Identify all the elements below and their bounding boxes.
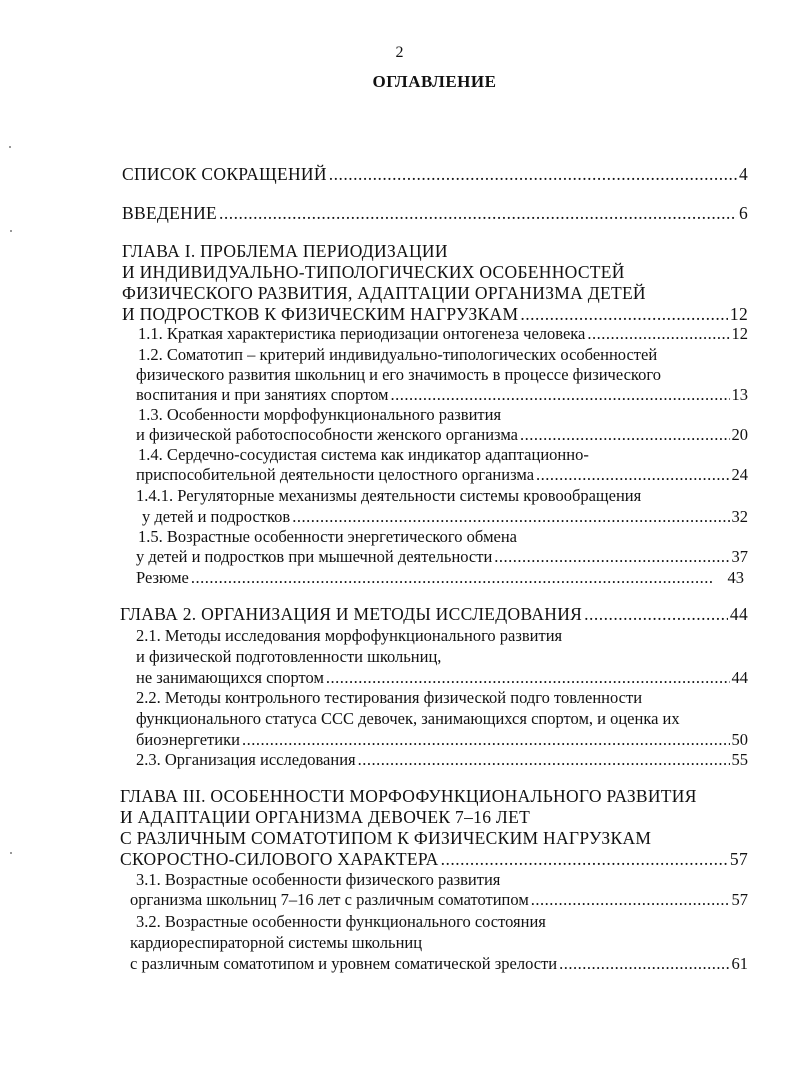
toc-page-number: 44 — [729, 604, 748, 624]
dot-leader — [329, 163, 737, 185]
dot-leader — [292, 506, 729, 528]
page-title: ОГЛАВЛЕНИЕ — [372, 72, 497, 91]
chapter-heading: ГЛАВА III. ОСОБЕННОСТИ МОРФОФУНКЦИОНАЛЬНОГО РАЗВИТИЯ — [120, 786, 697, 806]
toc-page-number: 13 — [731, 385, 748, 404]
chapter-heading: ГЛАВА 2. ОРГАНИЗАЦИЯ И МЕТОДЫ ИССЛЕДОВАНИЯ — [120, 604, 583, 624]
dot-leader — [358, 749, 730, 771]
toc-entry-text: 3.2. Возрастные особенности функционального состояния — [136, 912, 546, 931]
toc-entry-text: 1.3. Особенности морфофункционального развития — [138, 405, 502, 424]
toc-page-number: 44 — [731, 668, 748, 687]
toc-entry-1-4-1[interactable] — [142, 506, 748, 528]
toc-page-number: 55 — [731, 750, 748, 769]
toc-page-number: 50 — [731, 730, 748, 749]
toc-entry-text: 3.1. Возрастные особенности физического развития — [136, 870, 501, 889]
toc-entry-title: организма школьниц 7–16 лет с различным соматотипом — [130, 890, 529, 909]
dot-leader — [326, 667, 730, 689]
page-number: 2 — [395, 44, 404, 61]
toc-entry-text: 1.5. Возрастные особенности энергетического обмена — [138, 527, 517, 546]
toc-entry-title: 1.1. Краткая характеристика периодизации онтогенеза человека — [138, 324, 586, 343]
toc-entry-3-1[interactable] — [130, 889, 748, 911]
toc-entry-title: воспитания и при занятиях спортом — [136, 385, 389, 404]
toc-page-number: 24 — [731, 465, 748, 484]
chapter-heading: С РАЗЛИЧНЫМ СОМАТОТИПОМ К ФИЗИЧЕСКИМ НАГРУЗКАМ — [120, 828, 652, 848]
toc-entry-abbreviations[interactable] — [122, 163, 748, 185]
dot-leader — [531, 889, 730, 911]
toc-entry-title: 2.3. Организация исследования — [136, 750, 356, 769]
toc-entry-title: Резюме — [136, 568, 189, 587]
toc-page-number: 57 — [731, 890, 748, 909]
dot-leader — [441, 848, 728, 870]
toc-entry-1-5[interactable] — [136, 546, 748, 568]
toc-entry-3-2[interactable] — [130, 953, 748, 975]
toc-page-number: 4 — [738, 164, 748, 184]
toc-entry-2-2[interactable] — [136, 729, 748, 751]
toc-entry-title: биоэнергетики — [136, 730, 240, 749]
toc-entry-text: и физической подготовленности школьниц, — [136, 647, 442, 666]
dot-leader — [242, 729, 730, 751]
toc-page-number: 12 — [729, 304, 748, 324]
toc-entry-title: СПИСОК СОКРАЩЕНИЙ — [122, 164, 327, 184]
toc-entry-title: у детей и подростков при мышечной деятельности — [136, 547, 493, 566]
toc-page-number: 20 — [731, 425, 748, 444]
toc-entry-text: 1.4.1. Регуляторные механизмы деятельности системы кровообращения — [136, 486, 642, 505]
dot-leader — [391, 384, 730, 406]
toc-entry-2-3[interactable] — [136, 749, 748, 771]
toc-entry-title: у детей и подростков — [142, 507, 291, 526]
toc-page-number: 61 — [731, 954, 748, 973]
dot-leader — [559, 953, 729, 975]
chapter-heading: И ПОДРОСТКОВ К ФИЗИЧЕСКИМ НАГРУЗКАМ — [122, 304, 519, 324]
dot-leader — [520, 303, 728, 325]
toc-entry-1-4[interactable] — [136, 464, 748, 486]
chapter-heading: СКОРОСТНО-СИЛОВОГО ХАРАКТЕРА — [120, 849, 439, 869]
toc-entry-title: ВВЕДЕНИЕ — [122, 203, 218, 223]
dot-leader — [520, 424, 730, 446]
toc-entry-title: не занимающихся спортом — [136, 668, 324, 687]
chapter-heading: И АДАПТАЦИИ ОРГАНИЗМА ДЕВОЧЕК 7–16 ЛЕТ — [120, 807, 531, 827]
toc-entry-chapter3[interactable] — [120, 848, 748, 870]
toc-entry-chapter2[interactable] — [120, 603, 748, 625]
dot-leader — [587, 323, 729, 345]
toc-page-number: 57 — [729, 849, 748, 869]
toc-entry-1-2[interactable] — [136, 384, 748, 406]
toc-entry-chapter1[interactable] — [122, 303, 748, 325]
chapter-heading: ГЛАВА I. ПРОБЛЕМА ПЕРИОДИЗАЦИИ — [122, 241, 448, 261]
toc-page-number: 43 — [727, 568, 744, 587]
toc-entry-text: 1.2. Соматотип – критерий индивидуально-типологических особенностей — [138, 345, 658, 364]
toc-entry-text: кардиореспираторной системы школьниц — [130, 933, 423, 952]
toc-entry-summary[interactable] — [136, 567, 744, 589]
dot-leader — [494, 546, 729, 568]
dot-leader — [536, 464, 729, 486]
toc-entry-text: 2.2. Методы контрольного тестирования физической подго товленности — [136, 688, 643, 707]
toc-entry-2-1[interactable] — [136, 667, 748, 689]
scan-speck — [10, 230, 12, 232]
toc-entry-1-1[interactable] — [138, 323, 748, 345]
toc-page-number: 6 — [738, 203, 748, 223]
chapter-heading: ФИЗИЧЕСКОГО РАЗВИТИЯ, АДАПТАЦИИ ОРГАНИЗМА ДЕТЕЙ — [122, 283, 646, 303]
toc-entry-title: и физической работоспособности женского организма — [136, 425, 518, 444]
toc-entry-text: 1.4. Сердечно-сосудистая система как индикатор адаптационно- — [138, 445, 589, 464]
toc-entry-1-3[interactable] — [136, 424, 748, 446]
dot-leader — [584, 603, 728, 625]
scan-speck — [10, 852, 12, 854]
scan-speck — [9, 146, 11, 148]
toc-page-number: 32 — [731, 507, 748, 526]
toc-entry-title: приспособительной деятельности целостного организма — [136, 465, 535, 484]
dot-leader — [219, 202, 737, 224]
dot-leader — [191, 567, 712, 589]
toc-entry-title: с различным соматотипом и уровнем соматической зрелости — [130, 954, 558, 973]
toc-page-number: 12 — [731, 324, 748, 343]
toc-entry-text: 2.1. Методы исследования морфофункционального развития — [136, 626, 563, 645]
toc-entry-introduction[interactable] — [122, 202, 748, 224]
toc-entry-text: функционального статуса ССС девочек, занимающихся спортом, и оценка их — [136, 709, 680, 728]
toc-entry-text: физического развития школьниц и его значимость в процессе физического — [136, 365, 661, 384]
chapter-heading: И ИНДИВИДУАЛЬНО-ТИПОЛОГИЧЕСКИХ ОСОБЕННОСТЕЙ — [122, 262, 625, 282]
toc-page-number: 37 — [731, 547, 748, 566]
